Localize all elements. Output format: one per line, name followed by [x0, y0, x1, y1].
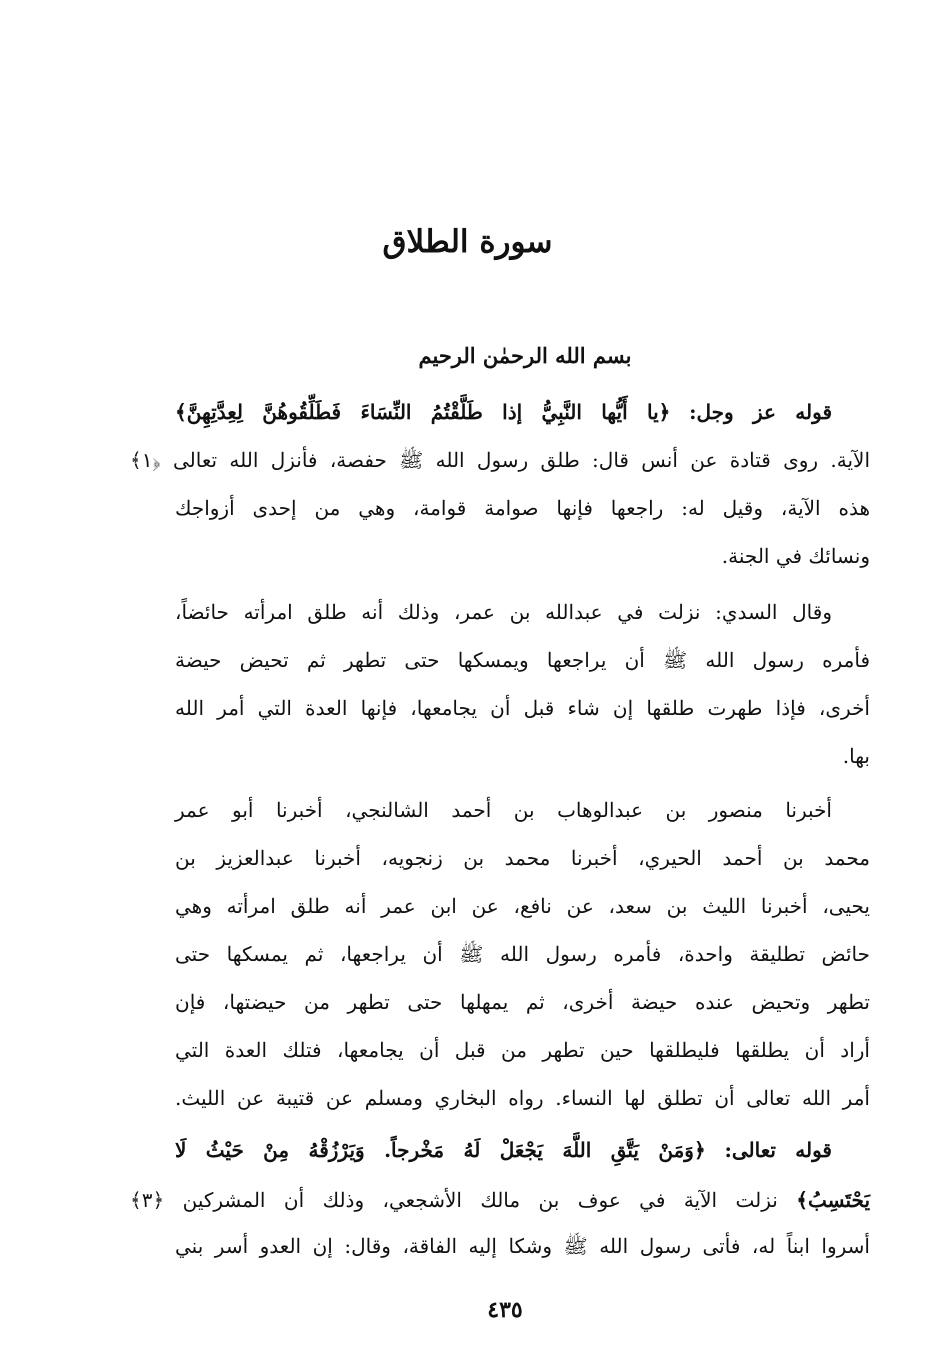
text-line: وقال السدي: نزلت في عبدالله بن عمر، وذلك أنه طلق امرأته حائضاً،	[175, 600, 832, 624]
surah-title: سورة الطلاق	[382, 224, 553, 260]
verse-intro: قوله عز وجل:	[689, 400, 833, 424]
text-line: حائض تطليقة واحدة، فأمره رسول الله ﷺ أن يراجعها، ثم يمسكها حتى	[175, 942, 870, 966]
text-line: محمد بن أحمد الحيري، أخبرنا محمد بن زنجويه، أخبرنا عبدالعزيز بن	[175, 846, 870, 870]
text-line: أخبرنا منصور بن عبدالوهاب بن أحمد الشالنجي، أخبرنا أبو عمر	[175, 798, 832, 822]
text-line: فأمره رسول الله ﷺ أن يراجعها ويمسكها حتى تطهر ثم تحيض حيضة	[175, 648, 871, 672]
page-number: ٤٣٥	[487, 1297, 523, 1323]
text-line: يحيى، أخبرنا الليث بن سعد، عن نافع، عن ابن عمر أنه طلق امرأته وهي	[175, 894, 870, 918]
text-line: أسروا ابناً له، فأتى رسول الله ﷺ وشكا إليه الفاقة، وقال: إن العدو أسر بني	[175, 1234, 870, 1258]
text-line: هذه الآية، وقيل له: راجعها فإنها صوامة قوامة، وهي من إحدى أزواجك	[175, 496, 870, 520]
verse-line-2	[175, 1128, 870, 1172]
text-line	[130, 1178, 870, 1222]
quran-verse-end: يَحْتَسِبُ﴾	[796, 1188, 871, 1212]
text-line: ونسائك في الجنة.	[721, 544, 870, 568]
text-line: أخرى، فإذا طهرت طلقها إن شاء قبل أن يجامعها، فإنها العدة التي أمر الله	[175, 696, 870, 720]
text-line: أراد أن يطلقها فليطلقها حين تطهر من قبل أن يجامعها، فتلك العدة التي	[175, 1038, 870, 1062]
text-segment: نزلت الآية في عوف بن مالك الأشجعي، وذلك أن المشركين ﴿٣﴾	[130, 1188, 778, 1212]
verse-line-1	[175, 390, 870, 434]
quran-verse: ﴿يا أَيُّها النَّبِيُّ إذا طَلَّقْتُمُ النِّسَاءَ فَطَلِّقُوهُنَّ لِعِدَّتِهِنَّ﴾	[175, 400, 671, 424]
text-line: أمر الله تعالى أن تطلق لها النساء. رواه البخاري ومسلم عن قتيبة عن الليث.	[175, 1086, 870, 1110]
verse-intro: قوله تعالى:	[724, 1138, 832, 1162]
basmala: بسم الله الرحمٰن الرحيم	[418, 343, 632, 368]
quran-verse: ﴿وَمَنْ يَتَّقِ اللَّهَ يَجْعَلْ لَهُ مَخْرجاً. وَيَرْزُقْهُ مِنْ حَيْثُ لَا	[175, 1138, 706, 1162]
text-line: الآية. روى قتادة عن أنس قال: طلق رسول الله ﷺ حفصة، فأنزل الله تعالى ﴿١﴾	[130, 448, 870, 472]
text-line: تطهر وتحيض عنده حيضة أخرى، ثم يمهلها حتى تطهر من حيضتها، فإن	[175, 990, 870, 1014]
text-line: بها.	[842, 744, 870, 768]
